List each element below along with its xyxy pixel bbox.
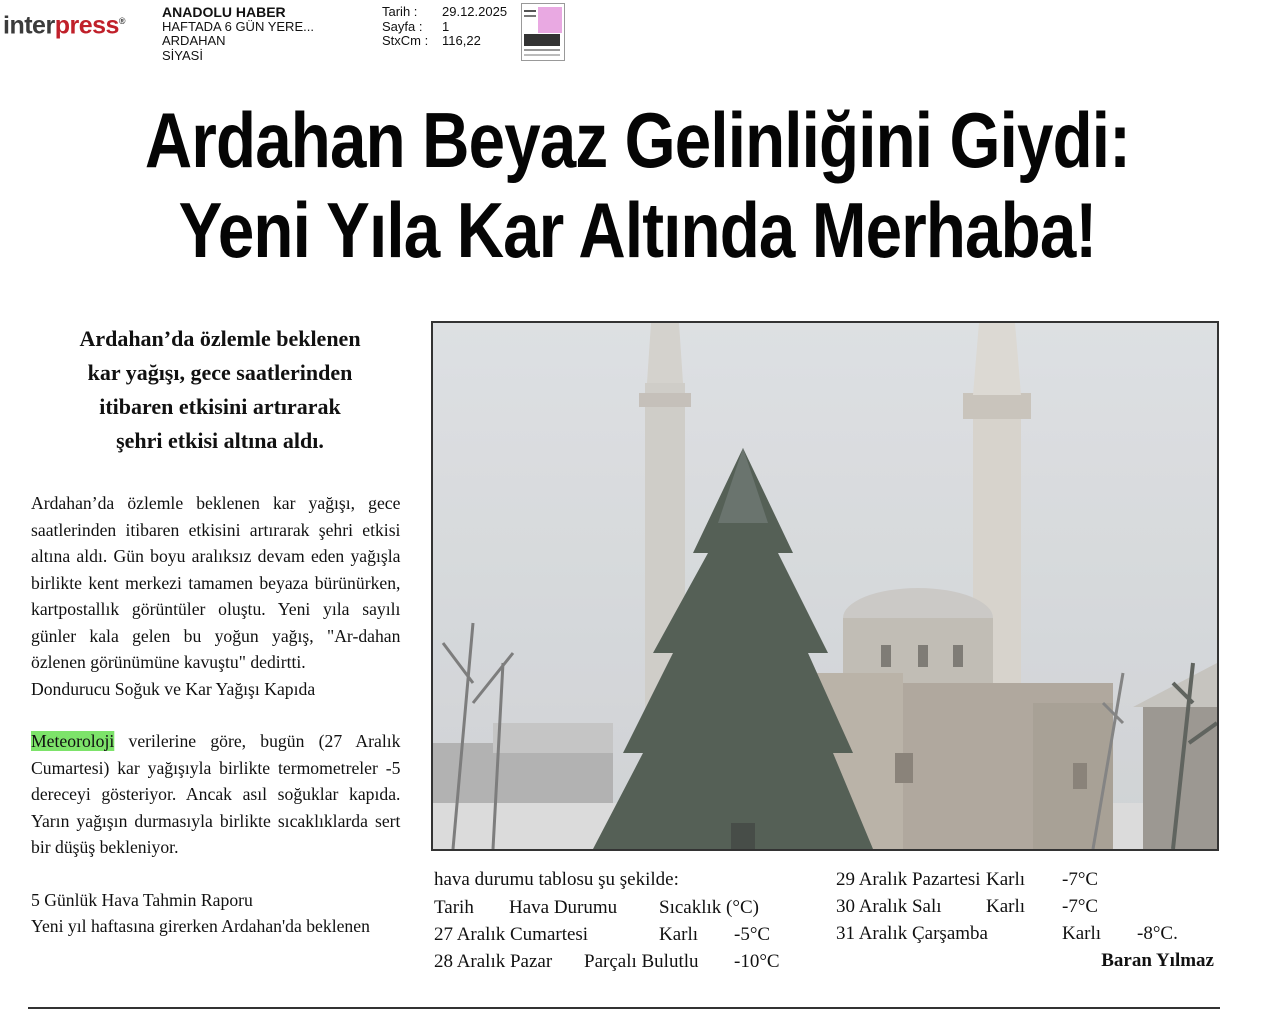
size-label: StxCm :: [382, 33, 429, 48]
lead-summary: [30, 322, 410, 458]
subhead-forecast: 5 Günlük Hava Tahmin Raporu: [31, 889, 253, 910]
paragraph-3: 5 Günlük Hava Tahmin Raporu Yeni yıl haftasına girerken Ardahan'da beklenen: [31, 889, 370, 936]
paragraph-1: Ardahan’da özlemle beklenen kar yağışı, gece saatlerinden itibaren etkisini artırarak şehri etkisi altına aldı. Gün boyu aralıksız devam eden yağışla birlikte kent merkezi tamamen beyaza bürünürken, kartpostallık görüntüler oluştu. Yeni yıla sayılı günler kala gelen bu yoğun yağış, "Ar-dahan özlenen görünümüne kavuştu" dedirtti. Dondurucu Soğuk ve Kar Yağışı Kapıda: [31, 493, 401, 699]
size-row: [382, 34, 507, 49]
publication-region: ARDAHAN: [162, 33, 226, 48]
table-cell-temp: -10°C: [734, 951, 780, 972]
table-cell-temp: -8°C.: [1137, 923, 1178, 944]
highlighted-keyword: Meteoroloji: [31, 731, 115, 751]
table-cell-temp: -5°C: [734, 924, 771, 945]
page-row: [382, 20, 507, 35]
table-cell-date: 29 Aralık Pazartesi: [836, 869, 981, 890]
table-cell-condition: Parçalı Bulutlu: [584, 951, 699, 972]
thumbnail-photo: [524, 34, 560, 46]
table-cell-temp: -7°C: [1062, 869, 1099, 890]
lead-line: şehri etkisi altına aldı.: [116, 428, 324, 453]
interpress-logo: interpress®: [3, 11, 126, 40]
snowy-mosque-photo: [433, 323, 1217, 849]
headline-line-2: Yeni Yıla Kar Altında Merhaba!: [178, 186, 1097, 274]
clipping-info: [382, 5, 507, 49]
table-cell-temp: -7°C: [1062, 896, 1099, 917]
page-value: 1: [442, 18, 450, 34]
page-thumbnail[interactable]: [521, 3, 565, 61]
lead-line: Ardahan’da özlemle beklenen: [79, 326, 361, 351]
thumbnail-line: [524, 49, 560, 51]
table-cell-condition: Karlı: [986, 869, 1026, 890]
lead-line: itibaren etkisini artırarak: [99, 394, 341, 419]
publication-section: SİYASİ: [162, 47, 203, 63]
publication-tagline: HAFTADA 6 GÜN YERE...: [162, 18, 314, 34]
table-header-temp: Sıcaklık (°C): [659, 897, 759, 918]
bottom-divider: [28, 1007, 1220, 1009]
author-byline: Baran Yılmaz: [1101, 950, 1214, 971]
thumbnail-line: [524, 15, 536, 17]
headline-line-1: Ardahan Beyaz Gelinliğini Giydi:: [144, 96, 1131, 184]
weather-table-intro: hava durumu tablosu şu şekilde:: [434, 869, 679, 890]
thumbnail-highlight: [538, 7, 562, 33]
table-cell-date: 30 Aralık Salı: [836, 896, 942, 917]
table-cell-date: 28 Aralık Pazar: [434, 951, 553, 972]
date-value: 29.12.2025: [442, 4, 508, 19]
lead-line: kar yağışı, gece saatlerinden: [87, 360, 353, 385]
paragraph-2: Meteoroloji verilerine göre, bugün (27 Aralık Cumartesi) kar yağışıyla birlikte termometreler -5 dereceyi gösteriyor. Ancak asıl soğuklar kapıda. Yarın yağışın durmasıyla birlikte sıcaklıklarda sert bir düşüş bekleniyor.: [31, 731, 401, 857]
article-photo: [431, 321, 1219, 851]
size-value: 116,22: [442, 33, 481, 48]
publication-name: ANADOLU HABER: [162, 4, 286, 20]
page-label: Sayfa :: [382, 18, 423, 34]
table-cell-condition: Karlı: [986, 896, 1026, 917]
table-header-date: Tarih: [434, 897, 474, 918]
table-cell-date: 27 Aralık Cumartesi: [434, 924, 589, 945]
thumbnail-line: [524, 54, 560, 56]
table-cell-condition: Karlı: [659, 924, 699, 945]
table-cell-date: 31 Aralık Çarşamba: [836, 923, 988, 944]
date-row: [382, 5, 507, 20]
clipping-source: [162, 5, 314, 63]
article-body: [31, 490, 400, 940]
subhead-cold: Dondurucu Soğuk ve Kar Yağışı Kapıda: [31, 678, 316, 699]
headline: [102, 95, 1173, 275]
date-label: Tarih :: [382, 4, 418, 19]
thumbnail-line: [524, 10, 536, 12]
table-header-condition: Hava Durumu: [509, 897, 618, 918]
table-cell-condition: Karlı: [1062, 923, 1102, 944]
